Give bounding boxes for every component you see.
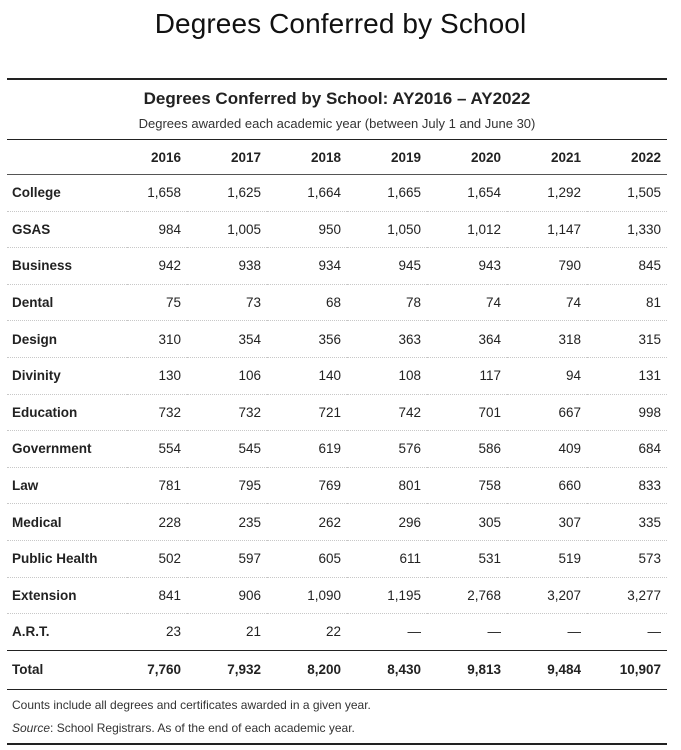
cell-2020: 364 [427,321,507,358]
cell-2017: 235 [187,504,267,541]
column-header-2019: 2019 [347,140,427,175]
row-label-school: Business [7,248,127,285]
cell-2017: 732 [187,394,267,431]
cell-2022: 315 [587,321,667,358]
table-body [7,175,667,690]
cell-2021: 94 [507,357,587,394]
cell-2020: 2,768 [427,577,507,614]
cell-2018: 619 [267,431,347,468]
total-2017: 7,932 [187,650,267,689]
table-row [7,211,667,248]
source-note [7,720,667,736]
degrees-table-container [7,78,667,745]
cell-2019: 296 [347,504,427,541]
cell-2016: 23 [127,614,187,651]
cell-2019: 1,665 [347,175,427,212]
table-row [7,284,667,321]
cell-2020: 117 [427,357,507,394]
table-title: Degrees Conferred by School: AY2016 – AY2022 [143,89,531,108]
row-label-school: A.R.T. [7,614,127,651]
cell-2018: 140 [267,357,347,394]
cell-2016: 502 [127,540,187,577]
cell-2019: 801 [347,467,427,504]
degrees-table [7,139,667,690]
cell-2020: 943 [427,248,507,285]
row-label-school: Dental [7,284,127,321]
column-header-2017: 2017 [187,140,267,175]
cell-2016: 841 [127,577,187,614]
cell-2016: 75 [127,284,187,321]
row-label-school: Extension [7,577,127,614]
source-text: : School Registrars. As of the end of each academic year. [50,720,355,735]
cell-2017: 354 [187,321,267,358]
cell-2022: 573 [587,540,667,577]
cell-2018: 22 [267,614,347,651]
cell-2018: 356 [267,321,347,358]
cell-2017: 1,625 [187,175,267,212]
bottom-rule [7,743,667,745]
table-row [7,248,667,285]
cell-2018: 1,664 [267,175,347,212]
row-label-school: Design [7,321,127,358]
cell-2018: 721 [267,394,347,431]
source-label: Source [12,720,51,735]
table-row [7,394,667,431]
cell-2021: 790 [507,248,587,285]
cell-2021: 409 [507,431,587,468]
cell-2022: 845 [587,248,667,285]
cell-2020: 586 [427,431,507,468]
table-row [7,504,667,541]
cell-2020: 531 [427,540,507,577]
cell-2022: 998 [587,394,667,431]
table-notes [7,697,667,736]
cell-2017: 938 [187,248,267,285]
cell-2018: 934 [267,248,347,285]
total-2016: 7,760 [127,650,187,689]
counts-note: Counts include all degrees and certificates awarded in a given year. [12,697,371,712]
column-header-school [7,140,127,175]
cell-2018: 1,090 [267,577,347,614]
table-row [7,540,667,577]
cell-2017: 73 [187,284,267,321]
cell-2016: 984 [127,211,187,248]
cell-2018: 68 [267,284,347,321]
cell-2021: 307 [507,504,587,541]
cell-2019: 576 [347,431,427,468]
cell-2019: 78 [347,284,427,321]
cell-2019: — [347,614,427,651]
total-2022: 10,907 [587,650,667,689]
cell-2016: 942 [127,248,187,285]
total-row [7,650,667,689]
cell-2019: 742 [347,394,427,431]
page-title: Degrees Conferred by School [154,8,527,39]
cell-2019: 611 [347,540,427,577]
total-2019: 8,430 [347,650,427,689]
cell-2019: 1,195 [347,577,427,614]
cell-2019: 108 [347,357,427,394]
header-row [7,140,667,175]
cell-2022: 81 [587,284,667,321]
total-2021: 9,484 [507,650,587,689]
cell-2019: 1,050 [347,211,427,248]
cell-2021: 318 [507,321,587,358]
row-label-school: Government [7,431,127,468]
cell-2018: 950 [267,211,347,248]
cell-2018: 262 [267,504,347,541]
cell-2022: 1,505 [587,175,667,212]
cell-2022: 1,330 [587,211,667,248]
row-label-school: Divinity [7,357,127,394]
cell-2019: 363 [347,321,427,358]
cell-2020: — [427,614,507,651]
cell-2021: 1,292 [507,175,587,212]
cell-2020: 74 [427,284,507,321]
cell-2020: 1,012 [427,211,507,248]
table-row [7,357,667,394]
cell-2022: 335 [587,504,667,541]
column-header-2016: 2016 [127,140,187,175]
cell-2018: 769 [267,467,347,504]
cell-2016: 130 [127,357,187,394]
row-label-school: College [7,175,127,212]
total-2018: 8,200 [267,650,347,689]
cell-2016: 732 [127,394,187,431]
cell-2017: 597 [187,540,267,577]
column-header-2018: 2018 [267,140,347,175]
cell-2021: 660 [507,467,587,504]
cell-2017: 1,005 [187,211,267,248]
cell-2022: — [587,614,667,651]
cell-2019: 945 [347,248,427,285]
cell-2016: 228 [127,504,187,541]
cell-2022: 131 [587,357,667,394]
cell-2022: 684 [587,431,667,468]
cell-2017: 545 [187,431,267,468]
table-row [7,577,667,614]
cell-2022: 833 [587,467,667,504]
cell-2020: 758 [427,467,507,504]
cell-2017: 906 [187,577,267,614]
cell-2016: 1,658 [127,175,187,212]
row-label-school: Public Health [7,540,127,577]
table-row [7,321,667,358]
table-subtitle: Degrees awarded each academic year (between July 1 and June 30) [138,116,536,131]
cell-2021: 1,147 [507,211,587,248]
cell-2017: 106 [187,357,267,394]
total-2020: 9,813 [427,650,507,689]
cell-2021: 3,207 [507,577,587,614]
column-header-2021: 2021 [507,140,587,175]
cell-2022: 3,277 [587,577,667,614]
cell-2020: 1,654 [427,175,507,212]
row-label-school: Medical [7,504,127,541]
row-label-school: GSAS [7,211,127,248]
row-label-school: Education [7,394,127,431]
column-header-2022: 2022 [587,140,667,175]
cell-2021: 74 [507,284,587,321]
table-row [7,467,667,504]
cell-2017: 795 [187,467,267,504]
table-row [7,614,667,651]
cell-2021: 667 [507,394,587,431]
table-row [7,431,667,468]
row-label-school: Law [7,467,127,504]
cell-2016: 781 [127,467,187,504]
cell-2017: 21 [187,614,267,651]
total-label: Total [7,650,127,689]
column-header-2020: 2020 [427,140,507,175]
cell-2016: 310 [127,321,187,358]
cell-2020: 701 [427,394,507,431]
cell-2016: 554 [127,431,187,468]
table-row [7,175,667,212]
cell-2021: 519 [507,540,587,577]
cell-2020: 305 [427,504,507,541]
cell-2018: 605 [267,540,347,577]
cell-2021: — [507,614,587,651]
